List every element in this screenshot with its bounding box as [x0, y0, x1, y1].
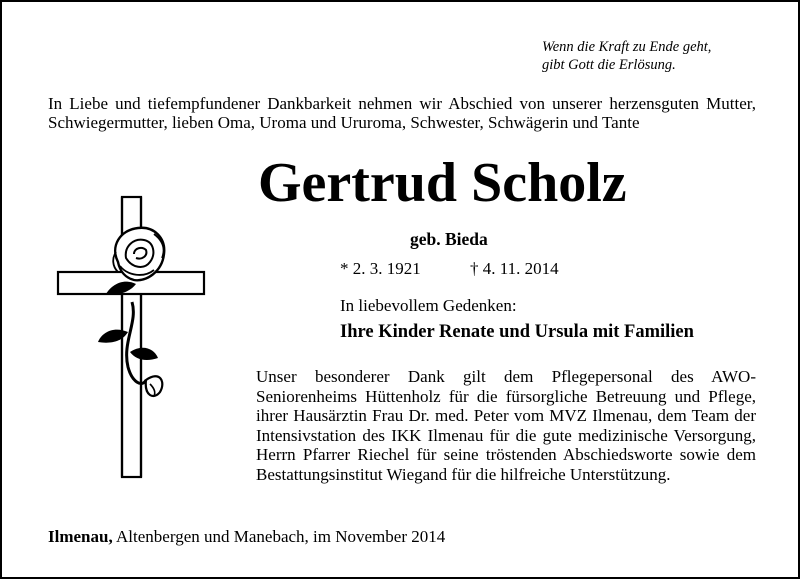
footer-rest: Altenbergen und Manebach, im November 2014: [112, 527, 446, 546]
maiden-name: geb. Bieda: [410, 229, 488, 249]
birth-date: * 2. 3. 1921: [340, 259, 421, 278]
motto-line-1: Wenn die Kraft zu Ende geht,: [542, 39, 712, 55]
intro-text: In Liebe und tiefempfundener Dankbarkeit nehmen wir Abschied von unserer herzensguten Mutter, Schwiegermutter, lieben Oma, Uroma und Ururoma, Schwester, Schwägerin und Tante: [48, 94, 756, 132]
motto-line-2: gibt Gott die Erlösung.: [542, 57, 676, 73]
thanks-paragraph: Unser besonderer Dank gilt dem Pflegepersonal des AWO-Seniorenheims Hüttenholz für die fürsorgliche Betreuung und Pflege, ihrer Hausärztin Frau Dr. med. Peter vom MVZ Ilmenau, dem Team der Intensivstation des IKK Ilmenau für die gute medizinische Versorgung, Herrn Pfarrer Riechel für seine tröstenden Abschiedsworte sowie dem Bestattungsinstitut Wiegand für die hilfreiche Unterstützung.: [256, 367, 756, 484]
motto: [542, 38, 782, 74]
footer-place: Ilmenau,: [48, 527, 113, 546]
deceased-name: Gertrud Scholz: [258, 152, 627, 214]
mourners-line: Ihre Kinder Renate und Ursula mit Familien: [340, 322, 694, 342]
remembrance-line: In liebevollem Gedenken:: [340, 296, 517, 315]
footer-line: [48, 526, 445, 548]
cross-with-rose-icon: [50, 192, 220, 482]
death-date: † 4. 11. 2014: [470, 259, 559, 278]
